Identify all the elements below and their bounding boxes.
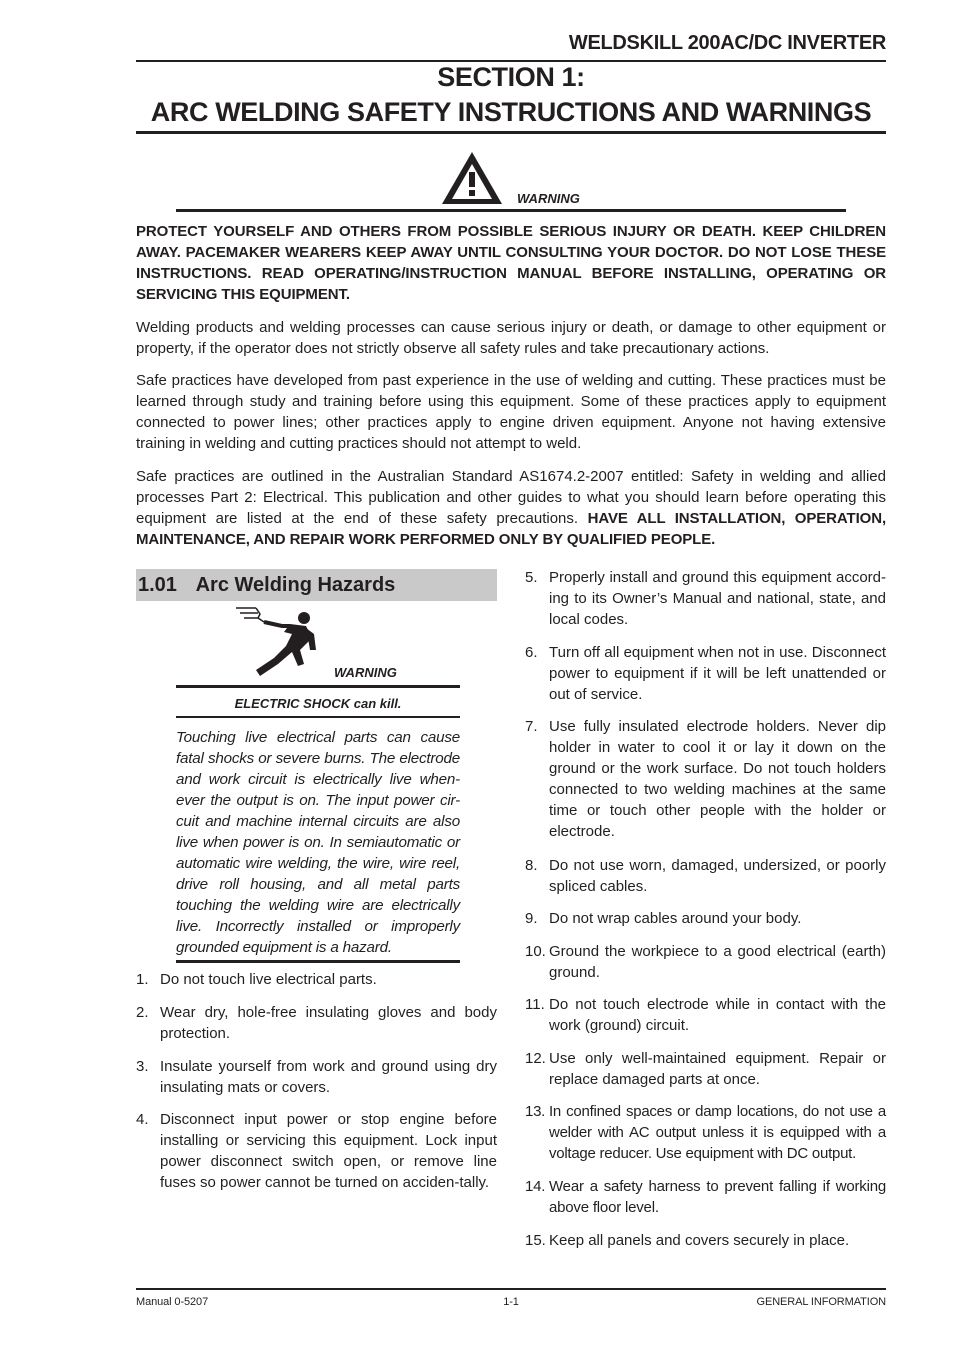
list-item — [136, 1056, 497, 1098]
list-item-number: 15. — [525, 1232, 546, 1249]
list-item-text: Do not touch electrode while in contact with the work (ground) circuit. — [549, 996, 886, 1034]
list-item-text: Do not touch live electrical parts. — [160, 971, 377, 988]
list-item — [525, 908, 886, 929]
list-item-number: 5. — [525, 569, 538, 586]
paragraph-3-bold: HAVE ALL INSTALLATION, OPERATION, MAINTENANCE, AND REPAIR WORK PERFORMED ONLY BY QUALIFIED PEOPLE. — [136, 510, 887, 548]
subsection-title: Arc Welding Hazards — [195, 574, 396, 596]
subsection-number: 1.01 — [138, 574, 177, 596]
shock-rule-top — [176, 685, 460, 688]
list-item — [525, 716, 886, 842]
list-item-text: In confined spaces or damp locations, do not use a welder with AC output unless it is equipped with a voltage reducer. Use equipment with DC output. — [549, 1103, 886, 1162]
list-item-number: 11. — [525, 996, 545, 1013]
list-item — [525, 642, 886, 705]
list-item-text: Use fully insulated electrode holders. Never dip holder in water to cool it or lay it down on the ground or the work surface. Do not touch holders connected to two welding machines at the same time or touch other people with the holder or electrode. — [549, 718, 886, 840]
warning-caps-text: PROTECT YOURSELF AND OTHERS FROM POSSIBLE SERIOUS INJURY OR DEATH. KEEP CHILDREN AWAY. PACEMAKER WEARERS KEEP AWAY UNTIL CONSULTING YOUR DOCTOR. DO NOT LOSE THESE INSTRUCTIONS. READ OPERATING/INSTRUCTION MANUAL BEFORE INSTALLING, OPERATING OR SERVICING THIS EQUIPMENT. — [136, 223, 886, 303]
list-item-text: Keep all panels and covers securely in place. — [549, 1232, 850, 1249]
list-item-number: 8. — [525, 857, 538, 874]
list-item-text: Insulate yourself from work and ground using dry insulating mats or covers. — [160, 1058, 497, 1096]
paragraph-3 — [136, 466, 886, 550]
shock-warning-body: Touching live electrical parts can cause fatal shocks or severe burns. The electrode and work circuit is electrically live when-ever the output is on. The input power cir-cuit and machine internal circuits are also live when power is on. In semiautomatic or automatic wire welding, the wire, wire reel, drive roll housing, and all metal parts touching the welding wire are electrically live. Incorrectly installed or improperly grounded equipment is a hazard. — [176, 729, 460, 956]
subsection-heading — [136, 569, 497, 601]
paragraph-1: Welding products and welding processes can cause serious injury or death, or damage to other equipment or property, if the operator does not strictly observe all safety rules and take precautionary actions. — [136, 319, 886, 357]
section-heading-line1: SECTION 1: — [437, 62, 585, 92]
list-item-number: 4. — [136, 1111, 149, 1128]
list-item — [525, 1101, 886, 1164]
list-item-text: Do not use worn, damaged, undersized, or poorly spliced cables. — [549, 857, 886, 895]
list-item — [525, 567, 886, 630]
paragraph-3-text: Safe practices are outlined in the Australian Standard AS1674.2-2007 entitled: Safety in welding and allied processes Part 2: Electrical. This publication and other guides to what you should learn before operating this equipment are listed at the end of these safety precautions. — [136, 468, 886, 527]
shock-rule-bottom — [176, 960, 460, 963]
warning-rule — [176, 209, 846, 212]
footer-rule — [136, 1288, 886, 1290]
list-item — [525, 1048, 886, 1090]
list-item-number: 14. — [525, 1178, 546, 1195]
list-item-number: 9. — [525, 910, 538, 927]
list-item-number: 12. — [525, 1050, 546, 1067]
list-item-text: Wear dry, hole-free insulating gloves and body protection. — [160, 1004, 497, 1042]
list-item-text: Do not wrap cables around your body. — [549, 910, 802, 927]
warning-label: WARNING — [517, 191, 580, 206]
shock-rule-mid — [176, 716, 460, 718]
paragraph-2: Safe practices have developed from past experience in the use of welding and cutting. These practices must be learned through study and training before using this equipment. Some of these practices apply to equipment connected to power lines; other practices apply to engine driven equipment. Anyone not having extensive training in welding and cutting practices should not attempt to weld. — [136, 372, 886, 452]
electric-shock-icon — [234, 604, 330, 680]
list-item-number: 6. — [525, 644, 538, 661]
list-item — [525, 1176, 886, 1218]
list-item — [136, 969, 497, 990]
list-item — [136, 1002, 497, 1044]
list-item-text: Turn off all equipment when not in use. Disconnect power to equipment if it will be left unattended or out of service. — [549, 644, 886, 703]
manual-page — [136, 0, 886, 1350]
list-item — [525, 941, 886, 983]
list-item — [525, 994, 886, 1036]
list-item — [136, 1109, 497, 1193]
list-item-number: 3. — [136, 1058, 149, 1075]
list-item-text: Use only well-maintained equipment. Repair or replace damaged parts at once. — [549, 1050, 886, 1088]
section-heading-line2: ARC WELDING SAFETY INSTRUCTIONS AND WARNINGS — [150, 97, 872, 127]
list-item-text: Wear a safety harness to prevent falling if working above floor level. — [549, 1178, 886, 1216]
list-item — [525, 855, 886, 897]
list-item-text: Properly install and ground this equipment accord-ing to its Owner’s Manual and national, state, and local codes. — [549, 569, 886, 628]
list-item-number: 13. — [525, 1103, 546, 1120]
list-item-text: Ground the workpiece to a good electrical (earth) ground. — [549, 943, 886, 981]
list-item-number: 1. — [136, 971, 149, 988]
shock-warning-heading: ELECTRIC SHOCK can kill. — [234, 696, 402, 711]
footer-section-name: GENERAL INFORMATION — [756, 1296, 886, 1308]
list-item-text: Disconnect input power or stop engine before installing or servicing this equipment. Lock input power disconnect switch open, or remove line fuses so power cannot be turned on acciden-tally. — [160, 1111, 497, 1191]
footer-page-number: 1-1 — [503, 1296, 519, 1308]
list-item-number: 7. — [525, 718, 538, 735]
list-item — [525, 1230, 886, 1251]
list-item-number: 10. — [525, 943, 546, 960]
footer-manual-number: Manual 0-5207 — [136, 1296, 209, 1308]
product-title: WELDSKILL 200AC/DC INVERTER — [568, 32, 886, 54]
shock-warning-label: WARNING — [334, 665, 397, 680]
warning-triangle-icon — [440, 150, 504, 206]
header-rule-bottom — [136, 131, 886, 134]
list-item-number: 2. — [136, 1004, 149, 1021]
